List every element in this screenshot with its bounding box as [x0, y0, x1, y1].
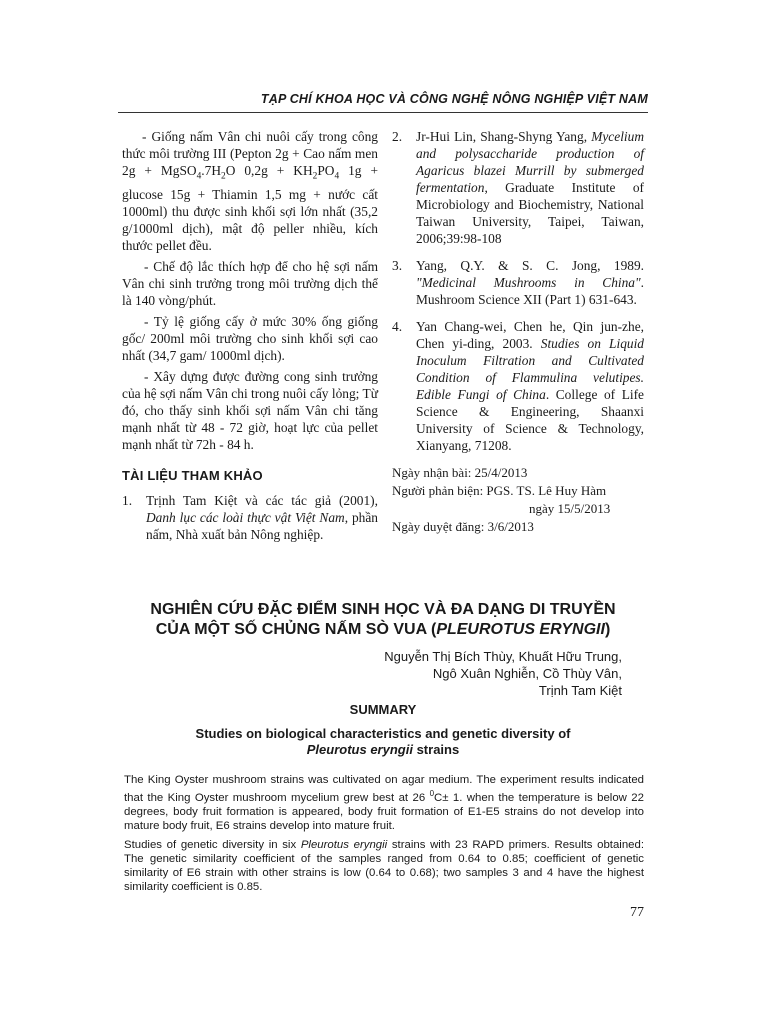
reference-text: Yang, Q.Y. & S. C. Jong, 1989. "Medicinal Mushrooms in China". Mushroom Science XII (Part 1) 631-643.	[416, 258, 644, 307]
article-authors: Nguyễn Thị Bích Thùy, Khuất Hữu Trung, Ngô Xuân Nghiễn, Cồ Thùy Vân, Trịnh Tam Kiệt	[384, 649, 622, 698]
reference-text: Jr-Hui Lin, Shang-Shyng Yang, Mycelium and polysaccharide production of Agaricus blazei Murrill by submerged fermentation, Graduate Institute of Microbiology and Biochemistry, National Taiwan University, Taipei, Taiwan, 2006;39:98-108	[416, 129, 644, 246]
article-title: NGHIÊN CỨU ĐẶC ĐIỂM SINH HỌC VÀ ĐA DẠNG DI TRUYỀN CỦA MỘT SỐ CHỦNG NẤM SÒ VUA (PLEUROTUS ERYNGII)	[150, 601, 616, 638]
publication-dates	[392, 464, 644, 536]
journal-header: TẠP CHÍ KHOA HỌC VÀ CÔNG NGHỆ NÔNG NGHIỆP VIỆT NAM	[260, 92, 648, 106]
paragraph-shaking: - Chế độ lắc thích hợp để cho hệ sợi nấm Vân chi sinh trưởng trong môi trường dịch thể là 140 vòng/phút.	[122, 258, 378, 308]
reference-text: Yan Chang-wei, Chen he, Qin jun-zhe, Chen yi-ding, 2003. Studies on Liquid Inoculum Filtration and Cultivated Condition of Flammulina velutipes. Edible Fungi of China. College of Life Science & Engineering, Shaanxi University of Science & Technology, Xianyang, 71208.	[416, 319, 645, 453]
reference-number: 2.	[392, 129, 403, 144]
reference-item	[122, 492, 378, 543]
reference-number: 3.	[392, 258, 403, 273]
paragraph-medium: - Giống nấm Vân chi nuôi cấy trong công thức môi trường III (Pepton 2g + Cao nấm men $2g + MgSO_4.7H_2O$ $0,2g + KH_2PO_4$ 1g + glucose 15g + Thiamin 1,5 mg + nước cất 1000ml) thu được sinh khối sợi lớn nhất (35,2 g/1000ml dịch), mật độ peller nhiều, kích thước pellet đều.	[122, 129, 379, 253]
date-received: Ngày nhận bài: 25/4/2013	[392, 465, 528, 480]
summary-heading: SUMMARY	[349, 702, 417, 717]
reference-item	[392, 257, 644, 308]
review-date: ngày 15/5/2013	[529, 501, 611, 516]
abstract	[124, 773, 644, 899]
reference-number: 4.	[392, 319, 403, 334]
reviewer: Người phản biện: PGS. TS. Lê Huy Hàm	[392, 483, 607, 498]
summary-title: Studies on biological characteristics and genetic diversity of Pleurotus eryngii strains	[195, 726, 571, 757]
abstract-paragraph: The King Oyster mushroom strains was cultivated on agar medium. The experiment results indicated that the King Oyster mushroom mycelium grew best at 26 $^0$C± 1. when the temperature is below 22 degrees, body fruit formation is appeared, body fruit formation of E1-E5 strains do not develop into mature body fruit, E6 strains develop into mature fruit.	[124, 774, 644, 832]
reference-number: 1.	[122, 492, 133, 508]
abstract-paragraph: Studies of genetic diversity in six Pleurotus eryngii strains with 23 RAPD primers. Results obtained: The genetic similarity coefficient of the samples ranged from 0.64 to 0.85; coefficient of genetic similarity of E6 strain with other strains is low (0.64 to 0.68); two samples 3 and 4 have the highest similarity coefficient is 0.85.	[124, 838, 645, 893]
left-column	[122, 128, 378, 553]
paragraph-growth-curve: - Xây dựng được đường cong sinh trưởng của hệ sợi nấm Vân chi trong nuôi cấy lỏng; Từ đó, cho thấy sinh khối sợi nấm Vân chi tăng mạnh nhất từ 48 - 72 giờ, hoạt lực của pellet mạnh nhất từ 72h - 84 h.	[122, 368, 378, 452]
paragraph-inoculum-ratio: - Tỷ lệ giống cấy ở mức 30% ống giống gốc/ 200ml môi trường cho sinh khối sợi cao nhất (34,7 gam/ 1000ml dịch).	[122, 313, 378, 363]
references-title: TÀI LIỆU THAM KHẢO	[122, 467, 263, 483]
header-rule	[118, 112, 648, 113]
date-approved: Ngày duyệt đăng: 3/6/2013	[392, 519, 534, 534]
reference-item	[392, 128, 644, 247]
reference-item	[392, 318, 644, 454]
right-column	[392, 128, 644, 536]
reference-text: Trịnh Tam Kiệt và các tác giả (2001), Danh lục các loài thực vật Việt Nam, phần nấm, Nhà xuất bản Nông nghiệp.	[146, 492, 378, 542]
page-number: 77	[630, 905, 644, 920]
